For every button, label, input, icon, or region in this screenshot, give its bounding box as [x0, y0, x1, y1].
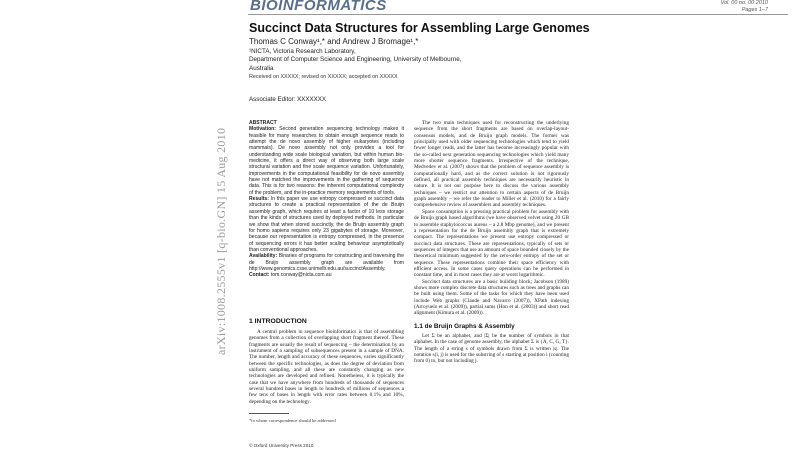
copyright: © Oxford University Press 2010.	[249, 443, 315, 448]
abstract-results	[249, 196, 404, 253]
paragraph-succinct: Succinct data structures are a basic building block; Jacobson (1989) shows more complex discrete data structures such as trees and graphs can be built using them. Some of the tasks for which they have been used include Web graphs (Claude and Navarro (2007)), XPath indexing (Arroyuelo et al. (2009)), partial sums (Hon et al. (2003)) and short read alignment (Kimura et al. (2009)).	[414, 278, 569, 317]
journal-name: BIOINFORMATICS	[250, 0, 387, 14]
affiliation-line-3: Australia	[249, 64, 274, 72]
affiliation-line-2: Department of Computer Science and Engineering, University of Melbourne,	[249, 56, 462, 64]
contact-label: Contact:	[249, 272, 270, 279]
paragraph-de-bruijn: Let Σ be an alphabet, and |Σ| be the number of symbols in that alphabet. In the case of genome assembly, the alphabet Σ is {A, C, G, T}. The length of a string s of symbols drawn from Σ is written |s|. The notation s(i, j) is used for the substring of s starting at position i (counting from 0) to, but not including j.	[414, 333, 569, 365]
volume-line: Vol. 00 no. 00 2010	[720, 0, 768, 6]
abstract	[249, 120, 404, 279]
affiliation	[249, 48, 461, 73]
paper-title: Succinct Data Structures for Assembling Large Genomes	[249, 21, 590, 35]
arxiv-stamp: arXiv:1008.2555v1 [q-bio.GN] 15 Aug 2010	[214, 127, 228, 355]
introduction-heading: 1 INTRODUCTION	[249, 318, 307, 325]
associate-editor: Associate Editor: XXXXXXX	[249, 96, 327, 103]
motivation-label: Motivation:	[249, 126, 276, 133]
affiliation-line-1: ¹NICTA, Victoria Research Laboratory,	[249, 48, 356, 55]
abstract-contact	[249, 272, 404, 278]
abstract-motivation	[249, 126, 404, 196]
paragraph-techniques: The two main techniques used for reconstructing the underlying sequence from the short fragments are based on overlap-layout-consensus models, and de Bruijn graph models. The former was principally used with older sequencing technologies which tend to yield fewer longer reads, and the latter has become increasingly popular with the so-called next generation sequencing technologies which yield many more shorter sequence fragments. Irrespective of the technique, Medvedev et al. (2007) shows that the problem of sequence assembly is computationally hard, and as the correct solution is not rigorously defined, all practical assembly techniques are necessarily heuristic in nature. It is not our purpose here to discuss the various assembly techniques – we restrict our attention to certain aspects of de Bruijn graph assembly – we refer the reader to Miller et al. (2010) for a fairly comprehensive review of assemblers and assembly techniques.	[414, 120, 569, 209]
contact-email: tom.conway@nicta.com.au	[270, 272, 332, 279]
footnote: *to whom correspondence should be addressed	[249, 418, 336, 423]
introduction-paragraph: A central problem in sequence bioinformatics is that of assembling genomes from a collection of overlapping short fragment thereof. These fragments are usually the result of sequencing – the determination by an instrument of a sampling of subsequences present in a sample of DNA. The number, length and accuracy of these sequences, varies significantly between the specific technologies, as does the degree of deviation from uniform sampling, and all these are constantly changing as new technologies are developed and refined. Nonetheless, it is typically the case that we have anywhere from hundreds of thousands of sequences several hundred bases in length to hundreds of millions of sequences a few tens of bases in length with error rates between 0.1% and 10%, depending on the technology.	[249, 329, 404, 405]
received-dates: Received on XXXXX; revised on XXXXX; accepted on XXXXX	[249, 74, 398, 80]
volume-info	[720, 0, 768, 13]
pages-line: Pages 1–7	[741, 6, 768, 13]
motivation-text: Second generation sequencing technology makes it feasible for many researches to obtain enough sequence reads to attempt the de novo assembly of higher eukaryotes (including mammals). De novo assembly not only provides a tool for understanding wide scale biological variation, but within human bio-medicine, it offers a direct way of observing both large scale structural variation and fine scale sequence variation. Unfortunately, improvements in the computational feasibility for de novo assembly have not matched the improvements in the gathering of sequence data. This is for two reasons: the inherent computational complexity of the problem, and the in-practice memory requirements of tools.	[249, 126, 404, 196]
paragraph-space-consumption: Space consumption is a pressing practical problem for assembly with de Bruijn graph based algorithms (we have observed velvet using 20 GB to assemble staphylococcus aureus – a 2.8 Mbp genome), and we present a representation for the de Bruijn assembly graph that is extremely compact. The representations we present use entropy compressed or succinct data structures. These are representations, typically of sets or sequences of integers that use an amount of space bounded closely by the theoretical minimum suggested by the zero-order entropy of the set or sequence. These representations combine their space efficiency with efficient access. In some cases query operations can be performed in constant time, and in most cases they are at worst logarithmic.	[414, 208, 569, 279]
availability-label: Availability:	[249, 253, 278, 260]
header-rule	[248, 14, 788, 15]
results-label: Results:	[249, 196, 269, 203]
introduction-section	[249, 318, 404, 405]
availability-text: Binaries of programs for constructing and traversing the de Bruijn assembly graph are available from http://www.genomics.csse.unimelb.edu.au/succinctAssembly.	[249, 253, 404, 272]
abstract-availability	[249, 253, 404, 272]
results-text: In this paper we use entropy compressed or succinct data structures to create a practical representation of the de Bruijn assembly graph, which requires at least a factor of 10 less storage than the kinds of structures used by deployed methods. In particular we show that when stored succinctly, the de Bruijn assembly graph for homo sapiens requires only 23 gigabytes of storage. Moreover, because our representation is entropy compressed, in the presence of sequencing errors it has better scaling behaviour asymptotically than conventional approaches.	[249, 196, 405, 253]
abstract-heading: ABSTRACT	[249, 120, 277, 126]
subsection-heading: 1.1 de Bruijn Graphs & Assembly	[414, 322, 515, 330]
right-column	[414, 120, 569, 365]
footnote-rule	[249, 413, 289, 414]
authors: Thomas C Conway¹,* and Andrew J Bromage¹,*	[249, 37, 419, 46]
